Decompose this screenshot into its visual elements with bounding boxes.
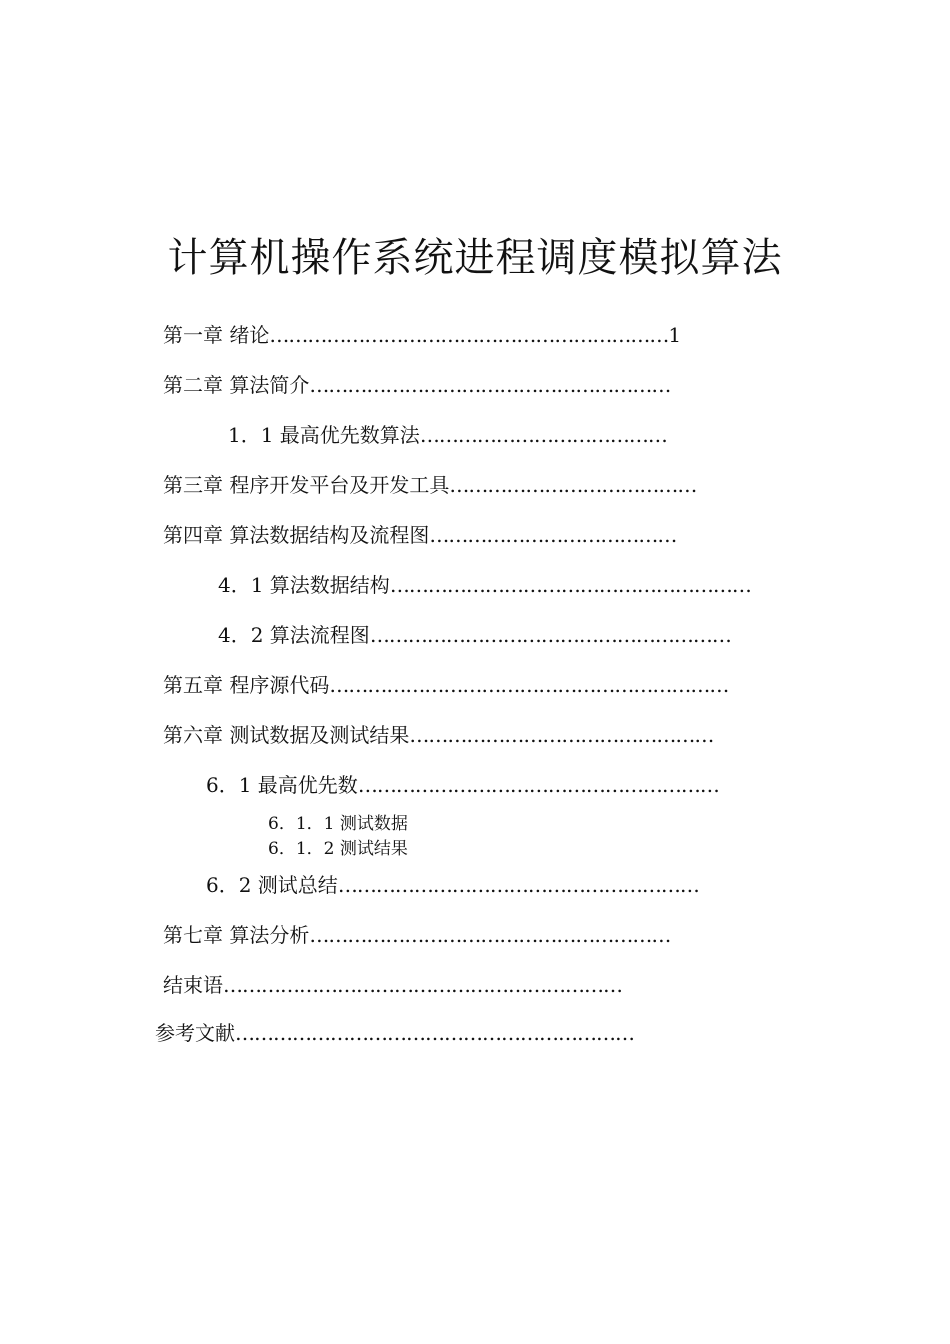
toc-entry [206,872,756,898]
toc-entry-label: 6．1．1 测试数据 [268,814,408,834]
toc-entry-label: 第一章 绪论 [163,323,270,347]
toc-entry-label: 6．1．2 测试结果 [268,839,408,859]
toc-leader-dots: ………………………………………………… [337,873,699,897]
toc-entry-label: 1．1 最高优先数算法 [228,423,420,447]
toc-entry-label: 第五章 程序源代码 [163,673,330,697]
toc-leader-dots: ……………………………………………………… [269,323,669,347]
toc-leader-dots: ………………………………………………… [389,573,751,597]
toc-entry [163,522,756,548]
toc-entry-label: 4．2 算法流程图 [218,623,370,647]
toc-leader-dots: ………………………………………………… [357,773,719,797]
toc-entry-label: 6．1 最高优先数 [206,773,358,797]
toc-leader-dots: ……………………………………………………… [223,973,622,997]
toc-entry [163,722,756,748]
toc-entry-label: 第六章 测试数据及测试结果 [163,723,410,747]
toc-entry-label: 4．1 算法数据结构 [218,573,390,597]
toc-entry [163,972,677,998]
toc-entry-label: 第三章 程序开发平台及开发工具 [163,473,450,497]
toc-leader-dots: ………………………………… [449,473,697,497]
toc-leader-dots: ………………………………………… [409,723,714,747]
toc-entry-label: 参考文献 [155,1021,235,1045]
toc-entry [268,838,568,860]
toc-leader-dots: ……………………………………………………… [329,673,729,697]
toc-leader-dots: ………………………………… [429,523,677,547]
toc-entry [163,472,735,498]
toc-entry-label: 6．2 测试总结 [206,873,338,897]
toc-entry [218,572,808,598]
toc-entry-label: 第七章 算法分析 [163,923,310,947]
toc-leader-dots: ……………………………………………………… [235,1021,634,1045]
document-title: 计算机操作系统进程调度模拟算法 [167,235,783,281]
toc-page-number: 1 [668,323,682,347]
toc-entry-label: 第二章 算法简介 [163,373,310,397]
toc-entry [206,772,756,798]
toc-leader-dots: ………………………………………………… [309,923,671,947]
toc-entry [268,813,568,835]
toc-entry [228,422,731,448]
toc-entry-label: 结束语 [163,973,223,997]
toc-leader-dots: ………………………………… [419,423,667,447]
toc-entry [218,622,766,648]
toc-entry [163,922,756,948]
toc-entry [163,372,731,398]
toc-entry [163,322,746,348]
toc-leader-dots: ………………………………………………… [369,623,731,647]
toc-entry-label: 第四章 算法数据结构及流程图 [163,523,430,547]
toc-leader-dots: ………………………………………………… [309,373,671,397]
toc-entry [163,672,801,698]
toc-entry [155,1020,670,1046]
